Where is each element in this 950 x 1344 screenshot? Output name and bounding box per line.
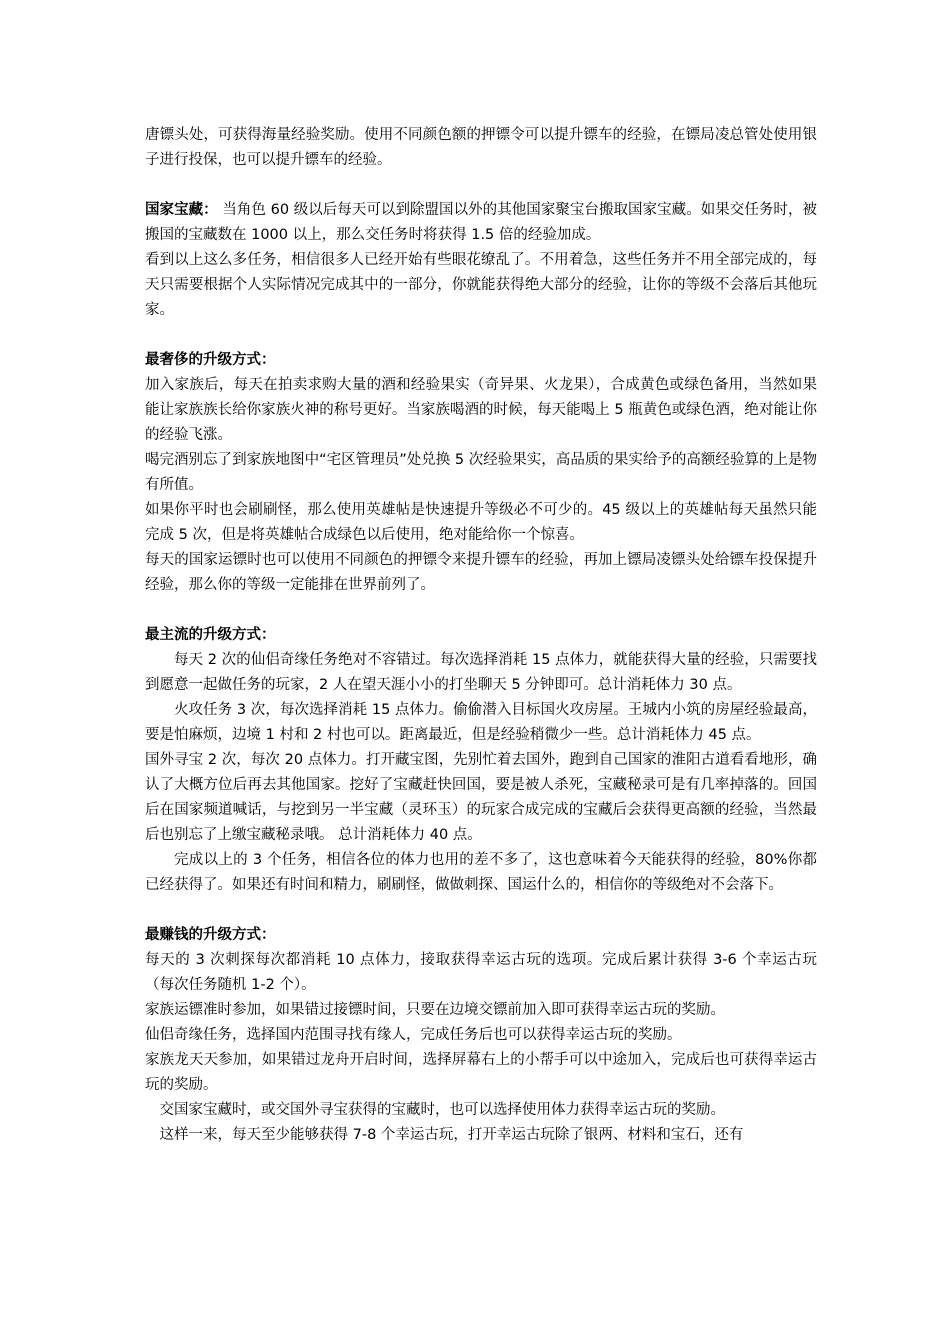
luxury-heading: 最奢侈的升级方式： bbox=[145, 352, 276, 368]
profitable-paragraph-1: 每天的 3 次刺探每次都消耗 10 点体力，接取获得幸运古玩的选项。完成后累计获得 3-6 个幸运古玩（每次任务随机 1-2 个）。 bbox=[145, 952, 817, 993]
profitable-paragraph-4: 家族龙天天参加，如果错过龙舟开启时间，选择屏幕右上的小帮手可以中途加入，完成后也可获得幸运古玩的奖励。 bbox=[145, 1052, 817, 1093]
spacer bbox=[145, 598, 817, 623]
mainstream-paragraph-4: 完成以上的 3 个任务，相信各位的体力也用的差不多了，这也意味着今天能获得的经验，80%你都已经获得了。如果还有时间和精力，刷刷怪，做做刺探、国运什么的，相信你的等级绝对不会落下。 bbox=[145, 852, 817, 893]
profitable-heading: 最赚钱的升级方式： bbox=[145, 927, 276, 943]
mainstream-paragraph-3: 国外寻宝 2 次，每次 20 点体力。打开藏宝图，先别忙着去国外，跑到自己国家的淮阳古道看看地形，确认了大概方位后再去其他国家。挖好了宝藏赶快回国，要是被人杀死，宝藏秘录可是有几率掉落的。回国后在国家频道喊话，与挖到另一半宝藏（灵环玉）的玩家合成完成的宝藏后会获得更高额的经验，当然最后也别忘了上缴宝藏秘录哦。 总计消耗体力 40 点。 bbox=[145, 752, 817, 843]
mainstream-paragraph-2: 火攻任务 3 次，每次选择消耗 15 点体力。偷偷潜入目标国火攻房屋。王城内小筑的房屋经验最高，要是怕麻烦，边境 1 村和 2 村也可以。距离最近，但是经验稍微少一些。总计消耗体力 45 点。 bbox=[145, 702, 817, 743]
mainstream-heading: 最主流的升级方式： bbox=[145, 627, 276, 643]
national-treasure-text: 当角色 60 级以后每天可以到除盟国以外的其他国家聚宝台搬取国家宝藏。如果交任务时，被搬国的宝藏数在 1000 以上，那么交任务时将获得 1.5 倍的经验加成。 bbox=[145, 202, 817, 243]
national-treasure-label: 国家宝藏： bbox=[145, 202, 218, 218]
document-page bbox=[145, 123, 817, 1148]
profitable-paragraph-2: 家族运镖准时参加，如果错过接镖时间，只要在边境交镖前加入即可获得幸运古玩的奖励。 bbox=[145, 1002, 725, 1018]
luxury-paragraph-2: 喝完酒别忘了到家族地图中“宅区管理员”处兑换 5 次经验果实，高品质的果实给予的高额经验算的上是物有所值。 bbox=[145, 452, 817, 493]
profitable-paragraph-6: 这样一来，每天至少能够获得 7-8 个幸运古玩，打开幸运古玩除了银两、材料和宝石，还有 bbox=[159, 1127, 744, 1143]
mainstream-paragraph-1: 每天 2 次的仙侣奇缘任务绝对不容错过。每次选择消耗 15 点体力，就能获得大量的经验，只需要找到愿意一起做任务的玩家，2 人在望天涯小小的打坐聊天 5 分钟即可。总计消耗体力 30 点。 bbox=[145, 652, 817, 693]
luxury-paragraph-3: 如果你平时也会刷刷怪，那么使用英雄帖是快速提升等级必不可少的。45 级以上的英雄帖每天虽然只能完成 5 次，但是将英雄帖合成绿色以后使用，绝对能给你一个惊喜。 bbox=[145, 502, 817, 543]
spacer bbox=[145, 323, 817, 348]
profitable-paragraph-3: 仙侣奇缘任务，选择国内范围寻找有缘人，完成任务后也可以获得幸运古玩的奖励。 bbox=[145, 1027, 682, 1043]
luxury-paragraph-1: 加入家族后，每天在拍卖求购大量的酒和经验果实（奇异果、火龙果），合成黄色或绿色备用，当然如果能让家族族长给你家族火神的称号更好。当家族喝酒的时候，每天能喝上 5 瓶黄色或绿色酒，绝对能让你的经验飞涨。 bbox=[145, 377, 817, 443]
spacer bbox=[145, 173, 817, 198]
spacer bbox=[145, 898, 817, 923]
summary-paragraph: 看到以上这么多任务，相信很多人已经开始有些眼花缭乱了。不用着急，这些任务并不用全部完成的，每天只需要根据个人实际情况完成其中的一部分，你就能获得绝大部分的经验，让你的等级不会落后其他玩家。 bbox=[145, 252, 817, 318]
intro-paragraph: 唐镖头处，可获得海量经验奖励。使用不同颜色额的押镖令可以提升镖车的经验，在镖局凌总管处使用银子进行投保，也可以提升镖车的经验。 bbox=[145, 127, 817, 168]
profitable-paragraph-5: 交国家宝藏时，或交国外寻宝获得的宝藏时，也可以选择使用体力获得幸运古玩的奖励。 bbox=[159, 1102, 725, 1118]
national-treasure-paragraph bbox=[145, 198, 817, 248]
luxury-paragraph-4: 每天的国家运镖时也可以使用不同颜色的押镖令来提升镖车的经验，再加上镖局凌镖头处给镖车投保提升经验，那么你的等级一定能排在世界前列了。 bbox=[145, 552, 817, 593]
